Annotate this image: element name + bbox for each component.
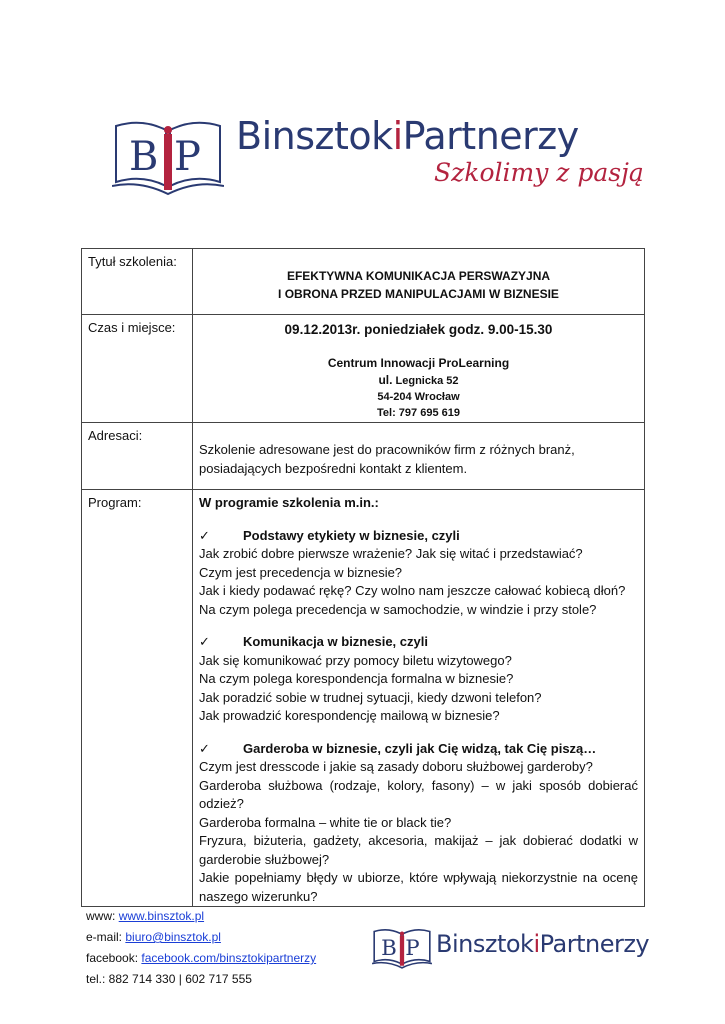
venue-city: 54-204 Wrocław — [377, 391, 460, 403]
list-item: Fryzura, biżuteria, gadżety, akcesoria, makijaż – jak dobierać dodatki w garderobie służbowej? — [199, 833, 638, 867]
time-place-label: Czas i miejsce: — [82, 315, 193, 423]
list-item: Czym jest precedencja w biznesie? — [199, 564, 403, 580]
venue-street: ul. Legnicka 52 — [378, 373, 459, 387]
section-heading: ✓ Podstawy etykiety w biznesie, czyli — [199, 527, 638, 546]
section-heading: ✓ Garderoba w biznesie, czyli jak Cię widzą, tak Cię piszą… — [199, 740, 638, 759]
footer-contact — [86, 906, 316, 990]
table-row-program — [82, 490, 645, 907]
training-info-table — [81, 248, 645, 907]
table-row-title — [82, 249, 645, 315]
book-monogram-logo-small — [372, 924, 432, 970]
program-cell — [193, 490, 645, 907]
check-icon: ✓ — [199, 527, 210, 543]
list-item: Jakie popełniamy błędy w ubiorze, które wpływają niekorzystnie na ocenę naszego wizerunku? — [199, 870, 638, 904]
svg-text:B: B — [381, 936, 397, 962]
list-item: Na czym polega precedencja w samochodzie, w windzie i przy stole? — [199, 601, 597, 617]
training-title-line1: EFEKTYWNA KOMUNIKACJA PERSWAZYJNA — [286, 269, 551, 283]
list-item: Garderoba formalna – white tie or black tie? — [199, 814, 452, 830]
training-title-line2: I OBRONA PRZED MANIPULACJAMI W BIZNESIE — [278, 287, 559, 301]
program-section — [199, 633, 638, 726]
brand-tagline: Szkolimy z pasją — [434, 158, 644, 187]
svg-text:P: P — [174, 134, 201, 180]
footer-phone: tel.: 882 714 330 | 602 717 555 — [86, 972, 252, 986]
list-item: Czym jest dresscode i jakie są zasady doboru służbowej garderoby? — [199, 759, 593, 774]
list-item: Na czym polega korespondencja formalna w biznesie? — [199, 671, 514, 686]
program-section — [199, 527, 638, 620]
list-item: Garderoba służbowa (rodzaje, kolory, fasony) – w jaki sposób dobierać odzież? — [199, 777, 638, 811]
list-item: Jak prowadzić korespondencję mailową w biznesie? — [199, 708, 500, 723]
svg-text:B: B — [129, 134, 159, 180]
svg-text:P: P — [405, 936, 420, 962]
program-intro: W programie szkolenia m.in.: — [199, 495, 379, 510]
footer-www: www: www.binsztok.pl — [86, 909, 205, 923]
footer-brand-name: BinsztokiPartnerzy — [436, 930, 650, 958]
list-item: Jak i kiedy podawać rękę? Czy wolno nam jeszcze całować kobiecą dłoń? — [199, 583, 626, 598]
www-link[interactable]: www.binsztok.pl — [118, 909, 205, 923]
book-monogram-logo — [112, 112, 224, 198]
list-item: Jak poradzić sobie w trudnej sytuacji, kiedy dzwoni telefon? — [199, 689, 542, 705]
check-icon: ✓ — [199, 740, 210, 756]
program-section — [199, 740, 638, 907]
title-cell — [193, 249, 645, 315]
facebook-link[interactable]: facebook.com/binsztokipartnerzy — [141, 951, 317, 965]
header-logo — [112, 108, 644, 198]
brand-name: BinsztokiPartnerzy — [236, 114, 579, 158]
title-label: Tytuł szkolenia: — [82, 249, 193, 315]
table-row-audience — [82, 423, 645, 490]
check-icon: ✓ — [199, 634, 210, 649]
list-item: Jak zrobić dobre pierwsze wrażenie? Jak się witać i przedstawiać? — [199, 546, 583, 561]
program-label: Program: — [82, 490, 193, 907]
table-row-time-place — [82, 315, 645, 423]
footer-logo — [372, 924, 652, 974]
training-date: 09.12.2013r. poniedziałek godz. 9.00-15.30 — [284, 322, 553, 337]
list-item: Jak się komunikować przy pomocy biletu wizytowego? — [199, 652, 512, 668]
footer-facebook: facebook: facebook.com/binsztokipartnerzy — [86, 951, 317, 965]
venue-phone: Tel: 797 695 619 — [377, 407, 460, 419]
audience-text: Szkolenie adresowane jest do pracowników firm z różnych branż, posiadających bezpośredni kontakt z klientem. — [199, 442, 575, 476]
footer-email: e-mail: biuro@binsztok.pl — [86, 930, 221, 944]
time-place-cell — [193, 315, 645, 423]
audience-cell — [193, 423, 645, 490]
audience-label: Adresaci: — [82, 423, 193, 490]
venue-name: Centrum Innowacji ProLearning — [327, 355, 510, 370]
section-heading: ✓ Komunikacja w biznesie, czyli — [199, 633, 638, 652]
email-link[interactable]: biuro@binsztok.pl — [125, 930, 221, 944]
